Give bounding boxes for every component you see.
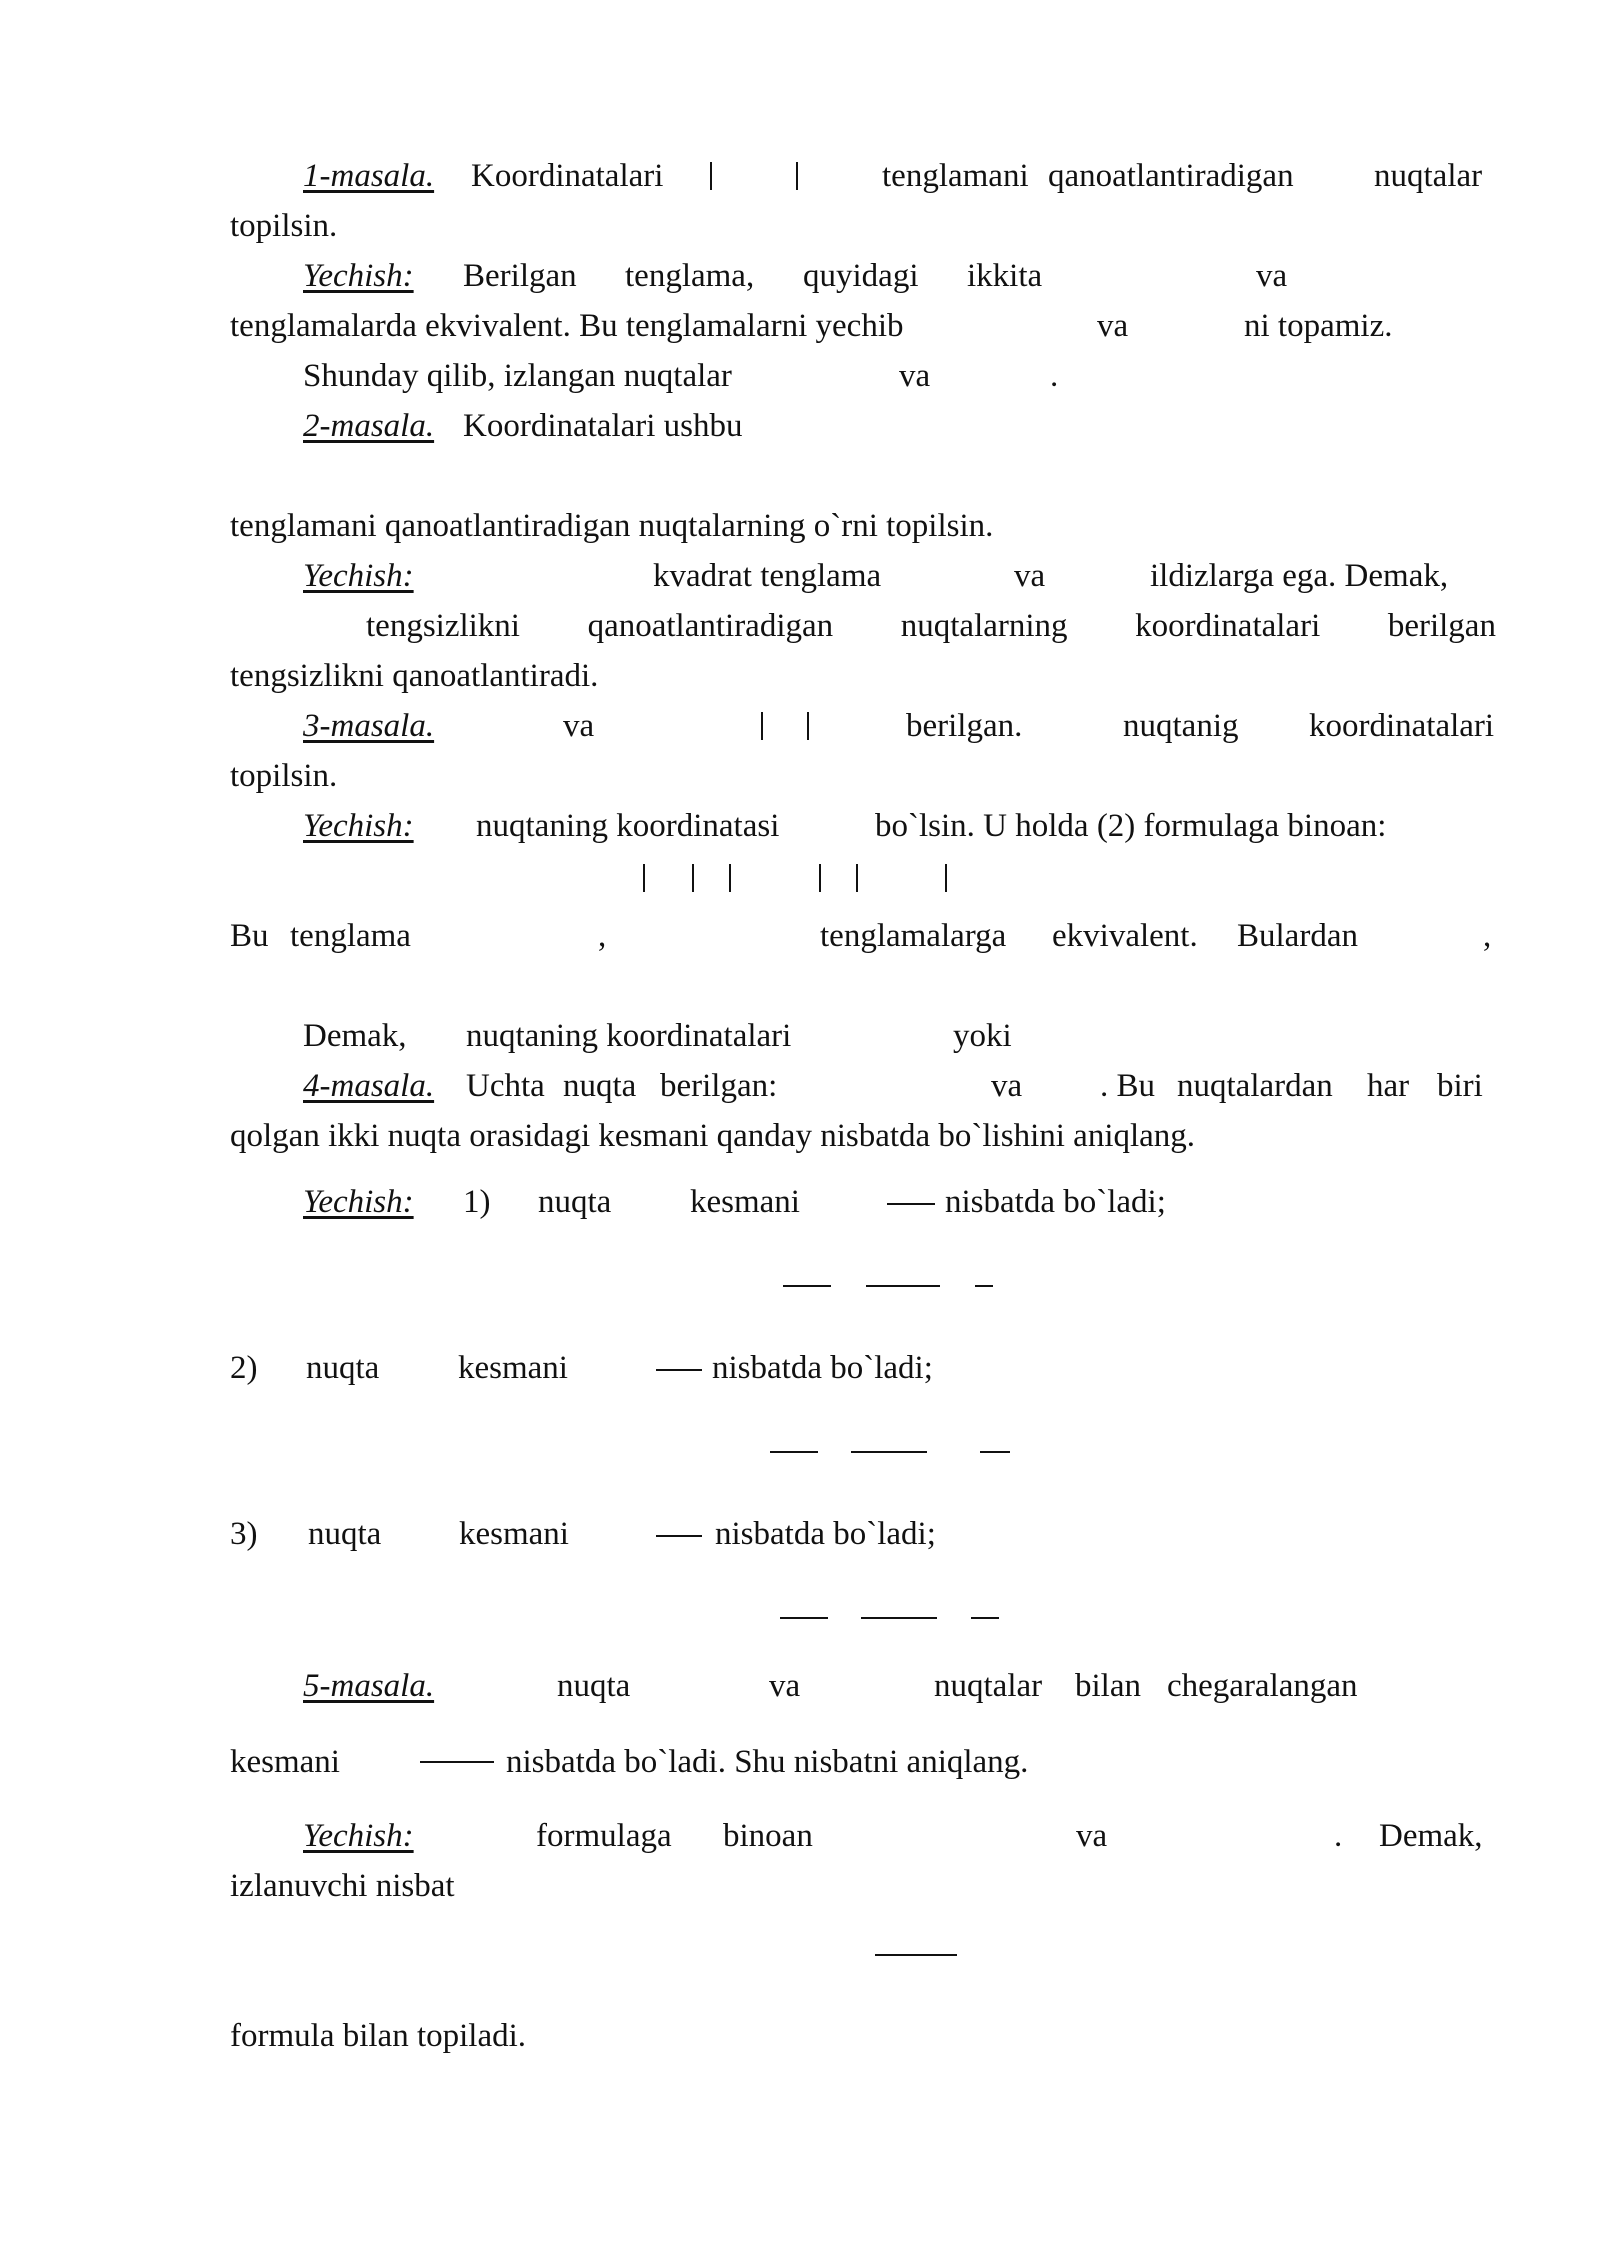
problem-1-word: qanoatlantiradigan [1048,158,1294,194]
solution-2-word: tengsizlikni [366,608,520,644]
solution-2-text: kvadrat tenglama [653,558,882,594]
solution-2-word: nuqtalarning [900,608,1068,644]
problem-1-word: Koordinatalari [471,158,664,194]
solution-4-text: kesmani [458,1350,568,1386]
problem-5-text: nuqta [557,1668,631,1704]
solution-3-text: nuqtaning koordinatasi [476,808,780,844]
solution-4-text: nisbatda bo`ladi; [945,1184,1166,1220]
solution-2-word: koordinatalari [1135,608,1321,644]
problem-5-text: va [769,1668,801,1704]
problem-2-text: Koordinatalari ushbu [463,408,743,444]
abs-bar [729,858,731,898]
solution-2-word: berilgan [1387,608,1496,644]
case-number: 1) [463,1184,491,1220]
problem-3-text: nuqtanig [1123,708,1239,744]
problem-4-continuation: qolgan ikki nuqta orasidagi kesmani qanday nisbatda bo`lishini aniqlang. [230,1118,1196,1154]
fraction-bar [780,1617,828,1619]
solution-5-text: va [1076,1818,1108,1854]
problem-5-text: nisbatda bo`ladi. Shu nisbatni aniqlang. [506,1744,1029,1780]
solution-1-word: va [1256,258,1288,294]
abs-bar [807,706,809,746]
solution-1-text: va [899,358,931,394]
problem-4-text: har [1367,1068,1410,1104]
problem-1-label: 1-masala. [303,158,435,194]
abs-bar [710,156,712,196]
abs-bar [761,706,763,746]
fraction-bar [861,1617,937,1619]
solution-3-text: bo`lsin. U holda (2) formulaga binoan: [875,808,1387,844]
solution-3-text: Bu [230,918,269,954]
problem-4-text: biri [1437,1068,1483,1104]
solution-4-text: nuqta [308,1516,382,1552]
problem-5-text: bilan [1075,1668,1141,1704]
solution-3-label: Yechish: [303,808,414,844]
problem-4-text: berilgan: [660,1068,778,1104]
fraction-bar [980,1451,1010,1453]
abs-bar [856,858,858,898]
solution-2-label: Yechish: [303,558,414,594]
fraction-bar [770,1451,818,1453]
problem-4-text: nuqta [563,1068,637,1104]
solution-1-word: quyidagi [803,258,919,294]
solution-1-text: tenglamalarda ekvivalent. Bu tenglamalarni yechib [230,308,904,344]
solution-5-text: Demak, [1379,1818,1483,1854]
problem-4-label: 4-masala. [303,1068,435,1104]
abs-bar [643,858,645,898]
fraction-bar [656,1535,702,1537]
solution-5-text: formulaga [536,1818,672,1854]
solution-1-text: . [1050,358,1059,394]
fraction-bar [887,1203,935,1205]
solution-4-text: kesmani [690,1184,800,1220]
solution-2-line-3: tengsizlikni qanoatlantiradi. [230,658,599,694]
problem-3-label: 3-masala. [303,708,435,744]
solution-3-text: yoki [953,1018,1012,1054]
problem-3-text: berilgan. [906,708,1023,744]
fraction-bar [975,1285,993,1287]
problem-1-word: tenglamani [882,158,1029,194]
solution-4-text: nuqta [538,1184,612,1220]
solution-1-text: va [1097,308,1129,344]
solution-1-word: tenglama, [625,258,755,294]
abs-bar [692,858,694,898]
solution-1-word: ikkita [967,258,1043,294]
solution-2-text: ildizlarga ega. Demak, [1150,558,1449,594]
fraction-bar [420,1761,494,1763]
problem-5-text: nuqtalar [934,1668,1043,1704]
solution-3-text: , [598,918,607,954]
fraction-bar [656,1369,702,1371]
fraction-bar [783,1285,831,1287]
solution-1-label: Yechish: [303,258,414,294]
solution-5-text: . [1334,1818,1343,1854]
problem-1-word: nuqtalar [1374,158,1483,194]
fraction-bar [851,1451,927,1453]
solution-3-text: tenglamalarga [820,918,1007,954]
fraction-bar [971,1617,999,1619]
solution-3-text: , [1483,918,1492,954]
problem-2-label: 2-masala. [303,408,435,444]
abs-bar [945,858,947,898]
solution-3-text: nuqtaning koordinatalari [466,1018,792,1054]
problem-5-text: kesmani [230,1744,340,1780]
case-number: 2) [230,1350,258,1386]
solution-4-text: kesmani [459,1516,569,1552]
solution-5-label: Yechish: [303,1818,414,1854]
fraction-bar [866,1285,940,1287]
solution-1-text: ni topamiz. [1244,308,1393,344]
abs-bar [796,156,798,196]
solution-4-text: nisbatda bo`ladi; [715,1516,936,1552]
solution-4-text: nisbatda bo`ladi; [712,1350,933,1386]
problem-4-text: va [991,1068,1023,1104]
problem-5-label: 5-masala. [303,1668,435,1704]
problem-4-text: Uchta [466,1068,545,1104]
problem-3-text: koordinatalari [1309,708,1495,744]
problem-4-text: nuqtalardan [1177,1068,1333,1104]
solution-3-text: Bulardan [1237,918,1358,954]
solution-4-text: nuqta [306,1350,380,1386]
solution-3-text: ekvivalent. [1052,918,1198,954]
fraction-bar [875,1954,957,1956]
solution-4-label: Yechish: [303,1184,414,1220]
solution-1-word: Berilgan [463,258,577,294]
problem-4-text: . Bu [1100,1068,1156,1104]
solution-5-continuation: izlanuvchi nisbat [230,1868,455,1904]
problem-2-continuation: tenglamani qanoatlantiradigan nuqtalarning o`rni topilsin. [230,508,994,544]
solution-5-text: binoan [723,1818,813,1854]
solution-1-text: Shunday qilib, izlangan nuqtalar [303,358,732,394]
solution-3-text: Demak, [303,1018,407,1054]
solution-2-word: qanoatlantiradigan [587,608,834,644]
solution-2-text: va [1014,558,1046,594]
abs-bar [819,858,821,898]
solution-2-line-2 [366,606,1496,646]
problem-5-text: chegaralangan [1167,1668,1358,1704]
problem-1-continuation: topilsin. [230,208,338,244]
problem-3-continuation: topilsin. [230,758,338,794]
solution-3-text: tenglama [290,918,411,954]
problem-3-text: va [563,708,595,744]
solution-2-words [366,606,1496,646]
case-number: 3) [230,1516,258,1552]
solution-5-final: formula bilan topiladi. [230,2018,527,2054]
